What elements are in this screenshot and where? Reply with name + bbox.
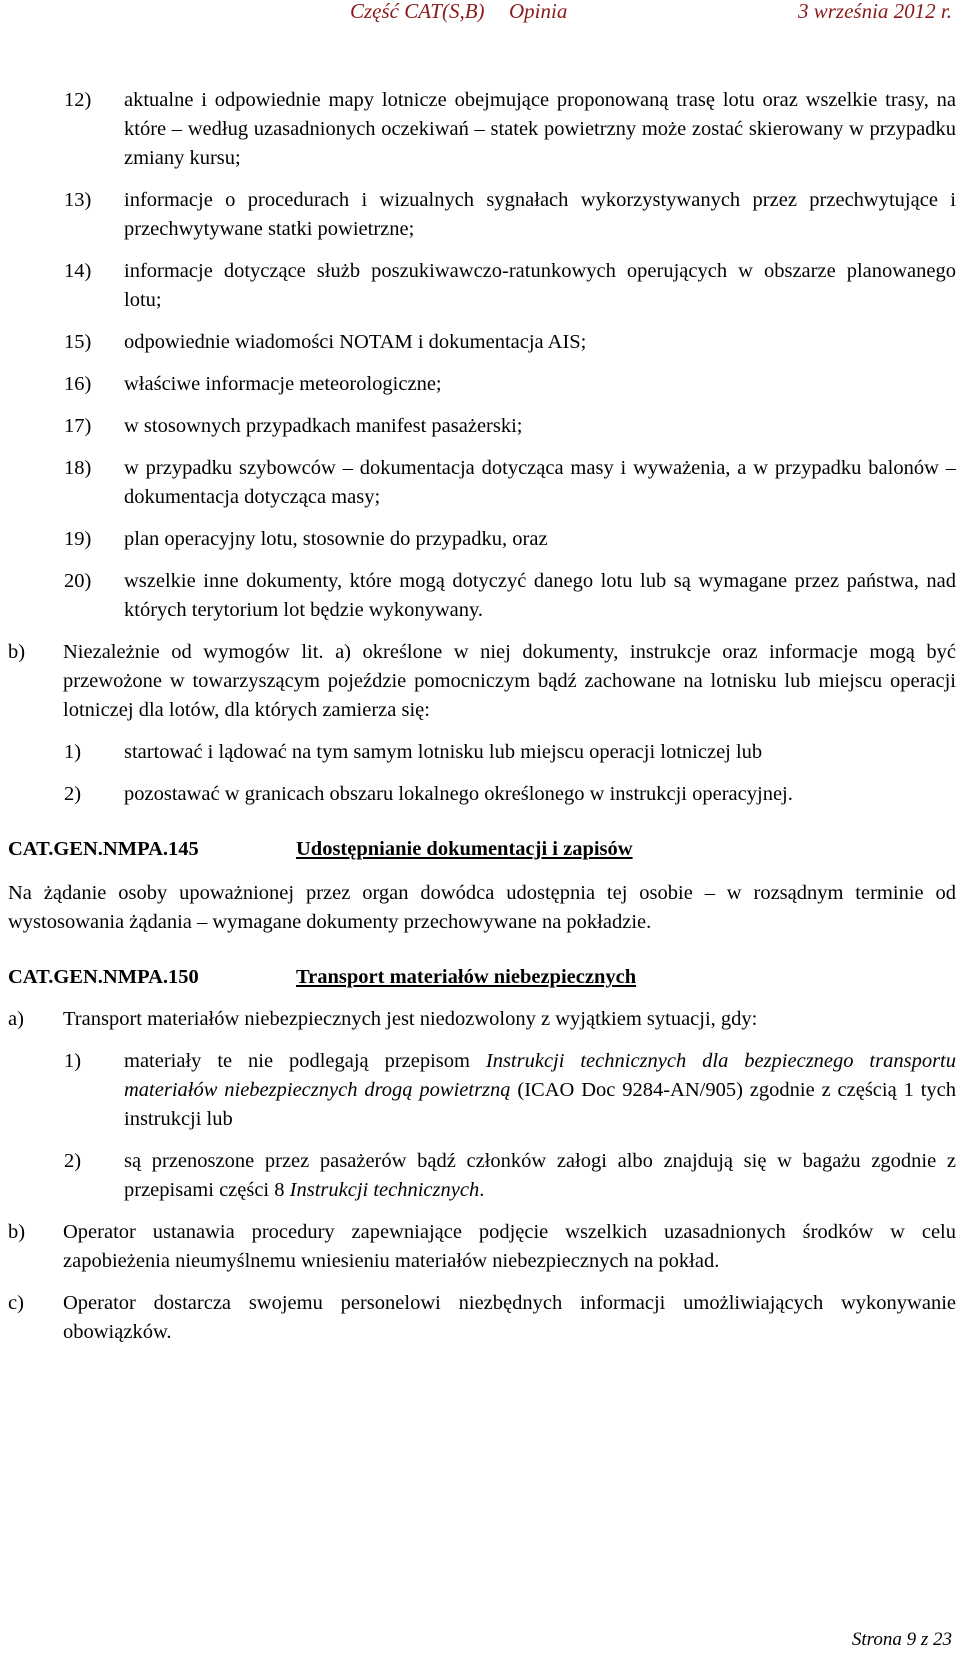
- item-text: wszelkie inne dokumenty, które mogą dotyczyć danego lotu lub są wymagane przez państwa, nad których terytorium lot będzie wykonywany.: [124, 570, 956, 621]
- item-number: 16): [64, 373, 92, 395]
- list-item: [8, 370, 956, 399]
- item-number: 1): [64, 741, 82, 763]
- item-number: c): [8, 1292, 24, 1314]
- item-text: startować i lądować na tym samym lotnisku lub miejscu operacji lotniczej lub: [124, 741, 763, 763]
- item-number: b): [8, 641, 26, 663]
- item-number: 15): [64, 331, 92, 353]
- header-doc-type: Opinia: [509, 0, 568, 23]
- item-text: w przypadku szybowców – dokumentacja dotycząca masy i wyważenia, a w przypadku balonów – dokumentacja dotycząca masy;: [124, 457, 956, 508]
- item-text: plan operacyjny lotu, stosownie do przypadku, oraz: [124, 528, 548, 550]
- list-item: [8, 567, 956, 625]
- item-number: 2): [64, 783, 82, 805]
- list-item: [8, 257, 956, 315]
- text-run: materiały te nie podlegają przepisom: [124, 1050, 486, 1072]
- list-a-continued: [8, 86, 956, 625]
- page-number: Strona 9 z 23: [851, 1629, 952, 1650]
- item-text: właściwe informacje meteorologiczne;: [124, 373, 442, 395]
- item-number: 19): [64, 528, 92, 550]
- list-item: [8, 86, 956, 173]
- list-item: [8, 328, 956, 357]
- italic-title: Instrukcji technicznych: [289, 1179, 480, 1201]
- text-run: (ICAO Doc 9284-AN/905) zgodnie z częścią 1 tych instrukcji lub: [124, 1079, 956, 1130]
- item-text: informacje o procedurach i wizualnych sygnałach wykorzystywanych przez przechwytujące i przechwytywane statki powietrzne;: [124, 189, 956, 240]
- item-number: 17): [64, 415, 92, 437]
- section-code: CAT.GEN.NMPA.150: [8, 966, 199, 988]
- section-heading-150: [8, 963, 956, 992]
- item-text: pozostawać w granicach obszaru lokalnego określonego w instrukcji operacyjnej.: [124, 783, 793, 805]
- item-text: Transport materiałów niebezpiecznych jest niedozwolony z wyjątkiem sytuacji, gdy:: [63, 1008, 758, 1030]
- item-number: a): [8, 1008, 24, 1030]
- header-date: 3 września 2012 r.: [797, 0, 952, 23]
- item-a: [8, 1005, 956, 1034]
- list-item: [8, 738, 956, 767]
- section-heading-145: [8, 835, 956, 864]
- item-text: w stosownych przypadkach manifest pasażerski;: [124, 415, 523, 437]
- list-item: [8, 780, 956, 809]
- list-item: [8, 1147, 956, 1205]
- section-code: CAT.GEN.NMPA.145: [8, 838, 199, 860]
- list-item: [8, 454, 956, 512]
- header-part-label: Część CAT(S,B): [350, 0, 485, 23]
- item-text: Niezależnie od wymogów lit. a) określone w niej dokumenty, instrukcje oraz informacje mogą być przewożone w towarzyszącym pojeździe pomocniczym bądź zachowane na lotnisku lub miejscu operacji lotniczej dla lotów, dla których zamierza się:: [63, 641, 956, 721]
- item-number: 2): [64, 1150, 82, 1172]
- document-body: [8, 86, 956, 1347]
- item-text: Operator dostarcza swojemu personelowi niezbędnych informacji umożliwiających wykonywanie obowiązków.: [63, 1292, 956, 1343]
- section-title: Udostępnianie dokumentacji i zapisów: [296, 838, 633, 860]
- item-text: Operator ustanawia procedury zapewniające podjęcie wszelkich uzasadnionych środków w celu zapobieżenia nieumyślnemu wniesieniu materiałów niebezpiecznych na pokład.: [63, 1221, 956, 1272]
- item-text: aktualne i odpowiednie mapy lotnicze obejmujące proponowaną trasę lotu oraz wszelkie trasy, na które – według uzasadnionych oczekiwań – statek powietrzny może zostać skierowany w przypadku zmiany kursu;: [124, 89, 956, 169]
- item-number: 12): [64, 89, 92, 111]
- item-number: b): [8, 1221, 26, 1243]
- item-number: 20): [64, 570, 92, 592]
- item-number: 18): [64, 457, 92, 479]
- item-number: 13): [64, 189, 92, 211]
- item-b: [8, 638, 956, 725]
- list-item: [8, 186, 956, 244]
- item-text: [124, 1147, 956, 1205]
- list-item: [8, 525, 956, 554]
- page-header: [0, 0, 960, 30]
- item-text: [124, 1047, 956, 1134]
- item-number: 1): [64, 1050, 82, 1072]
- list-item: [8, 412, 956, 441]
- item-c: [8, 1289, 956, 1347]
- item-b: [8, 1218, 956, 1276]
- section-145-text: Na żądanie osoby upoważnionej przez organ dowódca udostępnia tej osobie – w rozsądnym terminie od wystosowania żądania – wymagane dokumenty przechowywane na pokładzie.: [8, 882, 956, 933]
- italic-title: Instrukcji technicznych dla bezpiecznego transportu materiałów niebezpiecznych drogą powietrzną: [124, 1050, 957, 1101]
- item-text: odpowiednie wiadomości NOTAM i dokumentacja AIS;: [124, 331, 587, 353]
- section-title: Transport materiałów niebezpiecznych: [296, 966, 637, 988]
- item-text: informacje dotyczące służb poszukiwawczo-ratunkowych operujących w obszarze planowanego lotu;: [124, 260, 956, 311]
- text-run: są przenoszone przez pasażerów bądź członków załogi albo znajdują się w bagażu zgodnie z przepisami części 8: [124, 1150, 956, 1201]
- text-run: .: [479, 1179, 485, 1201]
- list-item: [8, 1047, 956, 1134]
- item-number: 14): [64, 260, 92, 282]
